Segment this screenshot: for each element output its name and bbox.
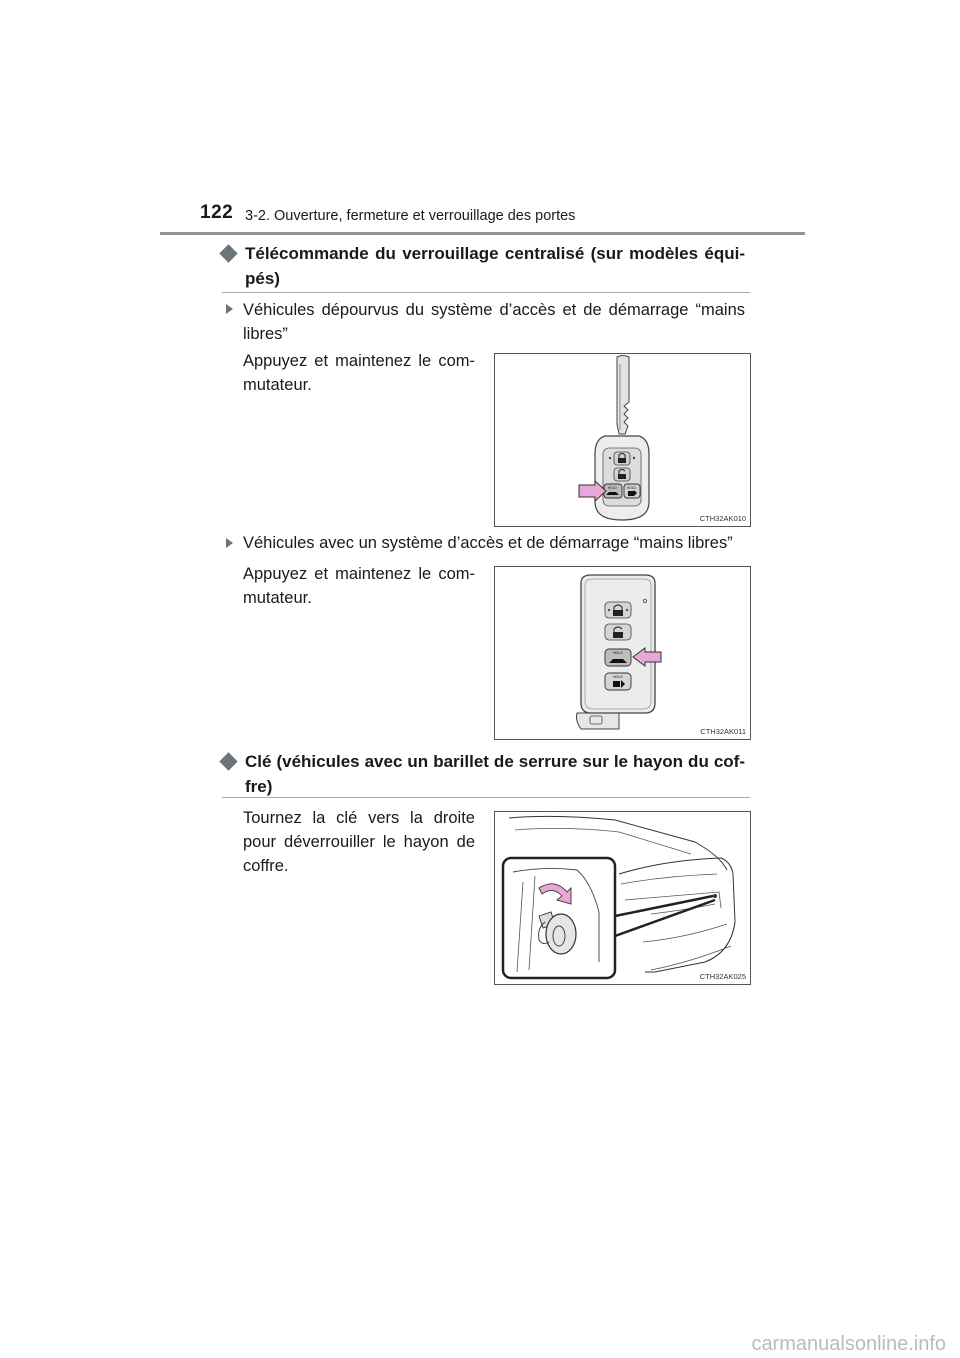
instruction-line: mutateur. [243, 376, 312, 394]
section-heading-line: fre) [245, 777, 273, 796]
triangle-bullet-icon [226, 538, 233, 548]
figure-code: CTH32AK025 [699, 972, 746, 981]
trunk-key-illustration [495, 812, 750, 984]
instruction-line: pour déverrouiller le hayon de [243, 833, 475, 851]
instruction-line: Appuyez et maintenez le com- [243, 352, 475, 370]
label-line: libres” [243, 325, 288, 343]
figure-key-remote [494, 353, 751, 527]
key-remote-illustration [495, 354, 750, 526]
section-header-title: 3-2. Ouverture, fermeture et verrouillage des portes [245, 208, 576, 224]
instruction-line: Appuyez et maintenez le com- [243, 565, 475, 583]
figure-trunk-key [494, 811, 751, 985]
figure-smart-key [494, 566, 751, 740]
watermark-text: carmanualsonline.info [751, 1333, 946, 1355]
section-heading-line: Télécommande du verrouillage centralisé (sur modèles équi- [245, 244, 745, 263]
instruction-text [243, 349, 475, 397]
smart-key-illustration [495, 567, 750, 739]
diamond-bullet-icon [219, 752, 237, 770]
instruction-line: Tournez la clé vers la droite [243, 809, 475, 827]
section-divider [222, 797, 750, 798]
instruction-text [243, 562, 475, 610]
instruction-line: mutateur. [243, 589, 312, 607]
diamond-bullet-icon [219, 244, 237, 262]
hold-label: HOLD [613, 675, 623, 679]
figure-code: CTH32AK011 [700, 727, 746, 736]
instruction-text [243, 806, 475, 878]
hold-label: HOLD [627, 486, 636, 490]
page-number: 122 [200, 202, 234, 223]
section-heading-key [245, 749, 745, 799]
section-heading-line: Clé (véhicules avec un barillet de serrure sur le hayon du cof- [245, 752, 745, 771]
instruction-line: coffre. [243, 857, 289, 875]
vehicle-type-label [243, 298, 745, 346]
hold-label: HOLD [608, 486, 617, 490]
triangle-bullet-icon [226, 304, 233, 314]
section-heading-remote [245, 241, 745, 291]
hold-label: HOLD [613, 651, 623, 655]
section-divider [222, 292, 750, 293]
header-divider [160, 232, 805, 235]
vehicle-type-label: Véhicules avec un système d’accès et de démarrage “mains libres” [243, 534, 733, 552]
label-line: Véhicules dépourvus du système d’accès et de démarrage “mains [243, 301, 745, 319]
figure-code: CTH32AK010 [699, 514, 746, 523]
section-heading-line: pés) [245, 269, 280, 288]
